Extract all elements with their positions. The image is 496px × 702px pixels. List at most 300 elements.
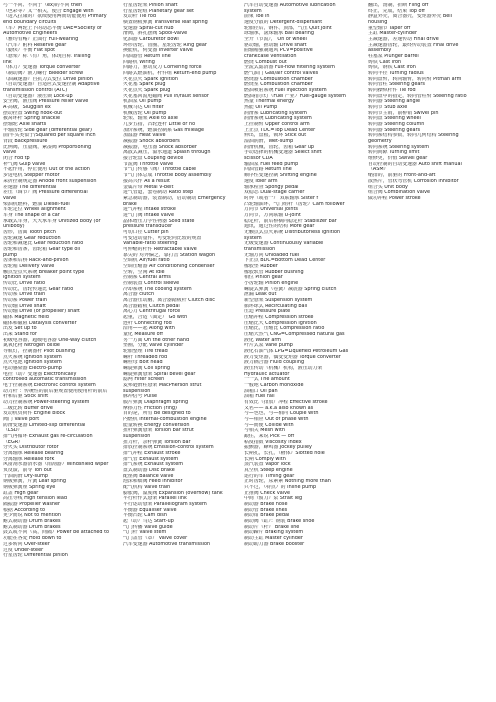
glossary-entry: 二级比转 Buffer drive bbox=[3, 405, 53, 411]
glossary-entry: 转向间隙 Turning limit bbox=[368, 150, 420, 156]
glossary-entry: 润滑机械，齿轮，齿箱 Gear up bbox=[244, 144, 315, 150]
glossary-entry: 控制系 Central arms bbox=[123, 275, 171, 281]
glossary-entry: 火花点火 Spark ignition bbox=[123, 76, 179, 82]
glossary-entry: 耐式制动器 Drum brakes bbox=[3, 519, 61, 525]
glossary-entry: 转向系统 Steering system bbox=[368, 144, 429, 150]
glossary-entry: 只不过，（特点）的 Inline pump bbox=[244, 485, 317, 491]
glossary-entry: 橡胶软管 Rubber bushing bbox=[244, 269, 304, 275]
glossary-entry: 维修更，价值 Swivel gear bbox=[368, 156, 428, 162]
glossary-entry: 环形齿轮，齿圈，星轮齿轮 Ring gear bbox=[123, 42, 207, 48]
glossary-entry: suspension bbox=[123, 388, 151, 394]
glossary-entry: 车身 The shape of a car bbox=[3, 212, 60, 218]
glossary-entry: 变速器 Spiral-cut hub bbox=[123, 25, 174, 31]
glossary-entry: 汽车自动变速器 Automotive lubrication bbox=[244, 3, 336, 8]
glossary-entry: （ASM） bbox=[368, 167, 389, 173]
glossary-entry: 分离轴承 Release fork bbox=[3, 456, 55, 462]
glossary-entry: 转向器 Steering angle bbox=[368, 99, 420, 105]
glossary-entry: 下止点 BDC=Bottom Dead Center bbox=[244, 258, 326, 264]
glossary-entry: 脉冲信号 Pulse bbox=[123, 394, 157, 400]
glossary-entry: 制动钳 Brake pedal bbox=[244, 513, 290, 519]
glossary-entry: 差速器 The differential bbox=[3, 184, 57, 190]
glossary-entry: 离散式减压，溢水通道 Splash through bbox=[123, 150, 211, 156]
glossary-entry: 离合器 clutch bbox=[123, 292, 155, 298]
glossary-column-1 bbox=[3, 3, 143, 559]
glossary-entry: 耐式制动器 Drum brakes bbox=[3, 524, 61, 530]
glossary-entry: 连杆 Connecting rod bbox=[123, 320, 172, 326]
glossary-entry: 一般地 Carbon monoxide bbox=[244, 383, 304, 389]
glossary-entry: 热量 Thermal energy bbox=[244, 99, 295, 105]
glossary-entry: 平行运动悬架 Parallelogram system bbox=[123, 502, 207, 508]
glossary-entry: 湿油润滑，Wet-sump bbox=[244, 139, 294, 145]
glossary-entry: 传动比，齿轮传递比 Gear ratio bbox=[3, 286, 74, 292]
glossary-entry: 采折控制规定器 Anode front suspension bbox=[3, 178, 97, 184]
glossary-entry: 车轮定位 Wheel alignment bbox=[3, 207, 66, 213]
glossary-entry: crankcase ventilation bbox=[244, 54, 297, 60]
glossary-entry: valve bbox=[3, 195, 17, 201]
glossary-entry: 机械马达 Oil filter bbox=[123, 105, 164, 111]
glossary-entry: （色彩等）又一相关，使合 Engage with bbox=[3, 8, 94, 14]
glossary-entry: unibody) bbox=[3, 224, 25, 230]
glossary-entry: 摆动控置 Swing hook-out bbox=[3, 110, 63, 116]
glossary-entry: 前/平头类似于/Squared per square inch bbox=[3, 133, 96, 139]
glossary-entry: Automotive Engineers bbox=[3, 31, 58, 37]
glossary-entry: 与—而使 Collide with bbox=[244, 422, 294, 428]
glossary-entry: 平衡器 Equaliser valve bbox=[123, 507, 177, 513]
glossary-entry: 扭杆弹簧悬架 Torsion bar strut bbox=[123, 428, 194, 434]
glossary-entry: 传动系 Power train bbox=[3, 297, 47, 303]
glossary-entry: 冷却系统 The cooling system bbox=[123, 286, 192, 292]
glossary-entry: 长期 Comply with bbox=[244, 456, 286, 462]
glossary-entry: 转向盘臂，转向轴臂，转向臂 Pitman arm bbox=[368, 76, 462, 82]
glossary-entry: pump bbox=[3, 252, 18, 258]
glossary-entry: 发动机负荷件 Engine block bbox=[3, 411, 66, 417]
glossary-entry: 齿形，齿面 Tooth pitch bbox=[3, 229, 56, 235]
glossary-entry: 液化 Water arm bbox=[244, 337, 282, 343]
glossary-entry: 转向节 Stub axle bbox=[368, 105, 408, 111]
glossary-entry: pressure transducer bbox=[123, 224, 173, 230]
glossary-entry: 可伸缩的杆件 Retractable valve bbox=[123, 246, 197, 252]
glossary-entry: 鼓式或不同（高，间隔）Power be attached to bbox=[3, 530, 110, 536]
glossary-entry: 金属片带 Metal V-belt bbox=[123, 184, 174, 190]
glossary-entry: A·高级，Sluggish ex bbox=[3, 105, 51, 111]
glossary-entry: 压缩比大 Compression ignition bbox=[244, 320, 317, 326]
glossary-entry: 接高兴作 As a result bbox=[123, 178, 170, 184]
glossary-entry: 螺栓母 Bolt head bbox=[123, 360, 163, 366]
glossary-entry: 小齿轮轴 Pinion engine bbox=[244, 280, 299, 286]
glossary-entry: 自动控制的自动变速器 Auto shift manual bbox=[368, 161, 462, 167]
glossary-entry: 齿轮减速 Gear reduction bbox=[3, 235, 61, 241]
glossary-entry: 泡沫和细阀 Feed inhibitor bbox=[123, 479, 183, 485]
glossary-entry: 回油管路 Return line bbox=[244, 167, 292, 173]
glossary-entry: brake bbox=[123, 201, 137, 207]
glossary-entry: 半轴齿轮 Side gear (differential gear) bbox=[3, 127, 92, 133]
glossary-entry: 循环球式 Recirculating ball bbox=[244, 303, 308, 309]
glossary-entry: transmission bbox=[244, 246, 276, 252]
glossary-entry: 电控（动）变速器 Electronically bbox=[3, 371, 77, 377]
glossary-entry: 压迫 Pressure plate bbox=[244, 309, 291, 315]
glossary-entry: 曲轴箱强制通风 PCV=positive bbox=[244, 48, 313, 54]
glossary-entry: 出发 Set up to bbox=[3, 326, 37, 332]
glossary-entry: 补气阀 Gulp valve bbox=[3, 161, 46, 167]
glossary-entry: Variable-ratio steering bbox=[123, 241, 178, 247]
glossary-entry: 燃油喷射系统 Fuel injection system bbox=[244, 88, 327, 94]
glossary-entry: 转向盘中的指定，转向管柱臂 Steering ratio bbox=[368, 93, 467, 99]
glossary-entry: 行星齿轮架 Pinion shaft bbox=[123, 3, 178, 8]
glossary-entry: 负反馈，前导 Ton out bbox=[3, 468, 52, 474]
glossary-entry: 比例阀，压量阀，紧凑阀 Proportioning bbox=[3, 144, 92, 150]
glossary-entry: 分离轴承 Release bearing bbox=[3, 451, 64, 457]
glossary-entry: 转向盘 Steering wheel bbox=[368, 116, 421, 122]
glossary-entry: 无级变速器 Continuously variable bbox=[244, 241, 324, 247]
glossary-entry: 磁体和磁阻 Datalysis converter bbox=[3, 320, 77, 326]
glossary-entry: 运行的车 Timing gear bbox=[244, 473, 295, 479]
glossary-entry: valve bbox=[3, 150, 17, 156]
glossary-entry: 垫圈，分配 Valve cylinder bbox=[123, 343, 184, 349]
glossary-entry: 电子控制系统 Electronic control system bbox=[3, 383, 96, 389]
glossary-entry: 驱动轴，推动轴 Drive shaft bbox=[244, 42, 307, 48]
glossary-entry: 压缩比，压缩比 Compression ratio bbox=[244, 326, 325, 332]
glossary-entry: 螺旋弹簧悬架 Spiral bevel gear bbox=[123, 371, 196, 377]
glossary-entry: 背段 Backpressure bbox=[3, 139, 48, 145]
glossary-entry: 配座阀 Balance valve bbox=[123, 473, 174, 479]
glossary-entry: 回路机 Wiring bbox=[123, 59, 155, 65]
glossary-entry: 杆和后驱 Stick shift bbox=[3, 394, 49, 400]
glossary-entry: 安全阀，液压阀 Pressure relief valve bbox=[3, 99, 89, 105]
glossary-entry: 液力耦合器 Fluid coupling bbox=[244, 360, 305, 366]
glossary-entry: 空转，空闲 At idle bbox=[123, 269, 165, 275]
glossary-entry: 柱塞泵 Plunger barrel bbox=[368, 54, 419, 60]
glossary-entry: 横置钢板弹簧 Transverse leaf spring bbox=[123, 20, 208, 26]
glossary-entry: （雅均有鳍）正面行 Full-wearing bbox=[3, 37, 79, 43]
glossary-entry: 防滑变速器 Limited-slip differential bbox=[3, 422, 86, 428]
glossary-entry: 换能机，伺变器 Inverter valve bbox=[123, 48, 193, 54]
glossary-entry: 有效比（排放）冲程 Effective stroke bbox=[244, 400, 328, 406]
glossary-entry: 化油器 Carburetor bowl bbox=[123, 37, 179, 43]
glossary-entry: 铸铁 Cast iron bbox=[368, 59, 402, 65]
glossary-entry: （制动阀）液力螺行 Bleeder screw bbox=[3, 71, 84, 77]
glossary-entry: Hydraulic actuator bbox=[244, 371, 290, 377]
glossary-entry: （勤快）平衡 Flat spot bbox=[3, 48, 56, 54]
glossary-entry: 气门传播 Valve guide bbox=[123, 524, 173, 530]
glossary-column-4 bbox=[368, 3, 494, 202]
glossary-entry: 全流式滤清器 Full-flow filtering system bbox=[244, 65, 335, 71]
glossary-entry: 叶片式泵 Vane pump bbox=[244, 343, 293, 349]
glossary-entry: 加价系统，燃油控制系 Gas mileage bbox=[123, 127, 204, 133]
glossary-entry: 正时齿轮，尿素素 Nothing more than bbox=[244, 479, 331, 485]
glossary-entry: 轮架、轴架 Axle to axle bbox=[123, 116, 178, 122]
glossary-entry: 上止点 TDC=Top Dead Center bbox=[244, 127, 316, 133]
glossary-entry: 被窝环杆 Spring shackle bbox=[3, 116, 60, 122]
glossary-entry: 弓一不同、不同于（ex)的不同 then bbox=[3, 3, 83, 8]
glossary-entry: （油减速器）自抗力式变位 Drive pinion bbox=[3, 76, 93, 82]
glossary-entry: 上控制臂 Upper control arm bbox=[244, 122, 310, 128]
glossary-entry: （车）两轮上下的动态平衡 DAE=Society of bbox=[3, 25, 102, 31]
glossary-entry: 排气系统 Exhaust system bbox=[123, 462, 183, 468]
glossary-entry: 离合器踏板 Clutch pedal bbox=[123, 303, 180, 309]
glossary-entry: 做功冲程 Power stroke bbox=[368, 195, 421, 201]
glossary-entry: 阀门 Valve port bbox=[3, 417, 40, 423]
glossary-entry: 缸盖 High gear bbox=[3, 490, 39, 496]
glossary-entry: 全开（节流）， On or wheel bbox=[244, 37, 307, 43]
glossary-entry: 凸轮轴油环，气门组杆（齿轮）Cam follower bbox=[244, 201, 345, 207]
glossary-entry: 另一方面 On the other hand bbox=[123, 337, 190, 343]
glossary-entry: link bbox=[3, 59, 12, 65]
glossary-entry: 行星齿轮 Differential pinion bbox=[3, 553, 68, 559]
glossary-entry: 减振器 Shock absorbers bbox=[123, 139, 180, 145]
glossary-entry: 动力杆 ：传统性的前后驱规置使用使用杆的前后 bbox=[3, 388, 108, 394]
glossary-entry: 差压（调节）阀 Pressure differential bbox=[3, 190, 88, 196]
glossary-entry: 传动系 Drive train bbox=[3, 292, 46, 298]
glossary-entry: 气门杆 Valve stem bbox=[123, 530, 167, 536]
glossary-entry: 汽车变速器 Automotive transmission bbox=[123, 541, 211, 547]
glossary-entry: 又名—— a.k.a also known as bbox=[244, 405, 314, 411]
glossary-entry: 机油泵 Oil pump bbox=[123, 99, 162, 105]
glossary-entry: 闭合 Fod tp bbox=[3, 156, 30, 162]
glossary-entry: 气门盖管（罩） Valve cover bbox=[123, 536, 188, 542]
glossary-entry: （LSD） bbox=[3, 428, 23, 434]
glossary-entry: 长期孔，长孔，（槽体）Slotted hole bbox=[244, 451, 325, 457]
glossary-entry: geometry bbox=[368, 139, 392, 145]
glossary-entry: 时钟（或者一） 双联轴承 Sister f bbox=[244, 195, 319, 201]
glossary-entry: 可变进动量件，可变轮向比较的规置 bbox=[123, 235, 202, 241]
glossary-entry: 排气再循环 Exhaust gas re-circulation bbox=[3, 434, 93, 440]
glossary-entry: 轴承检查 Spongy pedal bbox=[244, 184, 299, 190]
glossary-entry: 进气管道，套卷制动 Ratio step bbox=[123, 190, 194, 196]
glossary-entry: 动力控制系统 Power-steering system bbox=[3, 400, 90, 406]
glossary-entry: 节气门体总成 Throttle body assembly bbox=[123, 173, 212, 179]
glossary-entry: 球轴承，滚珠轴承 Ball bearing bbox=[244, 31, 314, 37]
glossary-entry: 初级电容器，超级电容器 One-way clutch bbox=[3, 337, 97, 343]
glossary-entry: 相位 Pinion gear bbox=[244, 275, 283, 281]
glossary-entry: 组合阀 Combination valve bbox=[368, 190, 431, 196]
glossary-entry: 晶体增压力学性物器 Solid state bbox=[123, 218, 195, 224]
glossary-entry: 沿用——起 Along with bbox=[123, 326, 175, 332]
glossary-entry: 转向系结构参数，转向几何结构 Steering bbox=[368, 133, 459, 139]
glossary-entry: 转向器 Steering gears bbox=[368, 127, 421, 133]
glossary-entry: 高压导线 High tension lead bbox=[3, 496, 67, 502]
glossary-entry: 与—也也，与—相同 Couple with bbox=[244, 411, 319, 417]
glossary-entry: 压缩天然气 CNG=Compressed natural gas bbox=[244, 331, 345, 337]
glossary-entry: 配气机构 Valve train bbox=[123, 485, 171, 491]
glossary-entry: housing bbox=[368, 20, 388, 26]
glossary-entry: 燃烧 Combust out bbox=[244, 59, 287, 65]
glossary-entry: 起重，合适（面定） Go with bbox=[123, 314, 188, 320]
glossary-entry: 转向器 Steering column bbox=[368, 122, 425, 128]
glossary-entry: 功能在各处 Hold down to bbox=[3, 536, 62, 542]
glossary-entry: （汽车）附料 Reserve gear bbox=[3, 42, 67, 48]
glossary-entry: 麦弗逊滑柱悬架 MacPherson strut bbox=[123, 383, 202, 389]
glossary-entry: 柴油机燃料，燃油 Diesel-fuel bbox=[3, 201, 70, 207]
glossary-entry: 发动杆 Tie rod bbox=[123, 14, 156, 20]
glossary-entry: 空调机 Air/fuel ratio bbox=[123, 258, 170, 264]
glossary-entry: 火花点火 Spark plug bbox=[123, 88, 171, 94]
glossary-entry: 伸出，盘根，锁环 Stick out bbox=[244, 133, 307, 139]
glossary-entry: 与—相应 Out of phase with bbox=[244, 417, 309, 423]
glossary-entry: 输油泵 Fuel feed pump bbox=[244, 161, 299, 167]
glossary-entry: 缩排的，前驱的 Front-and-aft bbox=[368, 173, 436, 179]
glossary-entry: 传动轴 Drive (or propeller) shaft bbox=[3, 309, 80, 315]
glossary-entry: 螺旋式弹簧（卷簧）减震器 Spring clutch bbox=[244, 286, 337, 292]
glossary-entry: suspension bbox=[123, 434, 151, 440]
glossary-entry: 节气门传感（阀）Throttle cable bbox=[123, 167, 197, 173]
glossary-entry: 量化 Measure off bbox=[123, 331, 164, 337]
glossary-entry: 燃气油门 Gas/air control valves bbox=[244, 71, 319, 77]
glossary-entry: 加温器 Heat valve bbox=[123, 133, 166, 139]
glossary-entry: 盘式制动器 Disc brake bbox=[123, 468, 175, 474]
glossary-entry: 导航灯，控制器杆 Pilot bushing bbox=[3, 348, 76, 354]
glossary-entry: 减振器，电压器 Shock absorber bbox=[123, 144, 197, 150]
glossary-entry: 可切口径 Cutter pin bbox=[123, 229, 169, 235]
glossary-entry: 制动片（杆） Brake line bbox=[244, 524, 300, 530]
glossary-entry: 润滑系 Lubricating system bbox=[244, 110, 307, 116]
glossary-entry: 终止，完成，结束 Top off bbox=[368, 8, 425, 14]
glossary-entry: 触点型点火系统 Breaker point type bbox=[3, 269, 85, 275]
glossary-entry: 回路式燃油机，杆件组 Return-end pump bbox=[123, 71, 217, 77]
glossary-entry: 齿轮和减速比 Gear reduction ratio bbox=[3, 241, 84, 247]
glossary-entry: 顺序性变速控制 Shifting engine bbox=[244, 173, 317, 179]
glossary-entry: 内燃机 Internal-combustion engine bbox=[123, 417, 207, 423]
glossary-entry: 隔振器 Propeller washer bbox=[3, 502, 61, 508]
glossary-entry: 滑阀，斜孔摆阀 Spool-valve bbox=[123, 31, 188, 37]
glossary-entry: 止推阀 Check valve bbox=[244, 490, 290, 496]
glossary-entry: 行星齿轮组 Planetary gear set bbox=[123, 8, 194, 14]
glossary-entry: 万向节 Universal joints bbox=[244, 207, 298, 213]
glossary-entry: 节流阀 Throttle valve bbox=[123, 161, 174, 167]
glossary-entry: 油箱 Fuel rail bbox=[244, 394, 275, 400]
glossary-entry: 前束 Toe in bbox=[244, 14, 270, 20]
glossary-entry: 更少而说 Not to mention bbox=[3, 513, 61, 519]
glossary-entry: 空调压缩器 Air conditioning condenser bbox=[123, 263, 215, 269]
glossary-entry: 中间（惯力）泵 Strait leg bbox=[244, 496, 303, 502]
glossary-entry: 滤网 Filter screen bbox=[123, 377, 165, 383]
glossary-entry: 风窗刮水器清水器（雨刮器）Windshield wiper bbox=[3, 462, 109, 468]
glossary-entry: 几步五指，凸轮连杆 Little or no bbox=[123, 122, 196, 128]
glossary-entry: 手动选择的机械变速器 Select shift bbox=[244, 150, 322, 156]
glossary-entry: 进气冲程 Intake stroke bbox=[123, 207, 176, 213]
glossary-entry: （自动变速器）自适应式变速控制 Adaptive bbox=[3, 82, 100, 88]
glossary-entry: 润滑系统 Lubricating system bbox=[244, 116, 312, 122]
glossary-entry: 电动感染器 Electro-pump bbox=[3, 366, 62, 371]
glossary-entry: 散热片，管状弯管机 Corrosion inhibitor bbox=[368, 178, 459, 184]
glossary-entry: 干油润滑 Dry-sump bbox=[3, 473, 48, 479]
glossary-entry: 扭力杆，杂杆弹簧 Torsion bar bbox=[123, 439, 191, 445]
glossary-entry: 起（动）马达 Start-up bbox=[123, 519, 174, 525]
glossary-entry: assembly bbox=[368, 48, 392, 54]
glossary-entry: 摆轴轮 Axle shafts bbox=[3, 122, 47, 128]
glossary-entry: 膨胀阀，温度阀 Expansion (overflow) tank bbox=[123, 490, 223, 496]
glossary-entry: 燃烧室 Combustion chamber bbox=[244, 82, 313, 88]
glossary-entry: 传动轴 Drive shaft bbox=[3, 303, 47, 309]
glossary-entry: 双稳态 Dual-stage carrier bbox=[244, 190, 305, 196]
glossary-entry: 制动器 Brake hose bbox=[244, 502, 288, 508]
glossary-entry: 传动比 Drive ratio bbox=[3, 280, 46, 286]
glossary-entry: 油箱口 Oil pan bbox=[244, 388, 278, 394]
glossary-entry: 组合头 Unit body bbox=[368, 184, 408, 190]
glossary-entry: 主减速器，差速传动 Final drive bbox=[368, 37, 439, 43]
glossary-entry: 机械齿轮 Oil pump bbox=[123, 110, 167, 116]
glossary-entry: 能量转换 Energy conversion bbox=[123, 422, 190, 428]
glossary-entry: 齿轮和齿条，齿轮箱 Gear type oil bbox=[3, 246, 81, 252]
glossary-entry: 离合器压动脑，离合器踏板杆 Clutch disc bbox=[123, 297, 215, 303]
glossary-entry: 火花塞回流电磁阀 Pull in/fault sensor bbox=[123, 93, 209, 99]
glossary-column-3 bbox=[244, 3, 362, 548]
glossary-entry: 目的是，所有 Be designed to bbox=[123, 411, 191, 417]
glossary-entry: 铸铁，钢铁 Cast iron bbox=[368, 65, 416, 71]
glossary-entry: 制动主缸 Master cylinder bbox=[244, 536, 303, 542]
glossary-entry: 转向半径 Turning radius bbox=[368, 71, 424, 77]
glossary-entry: 转向管柱 Steering gears bbox=[368, 82, 425, 88]
glossary-entry: 氮氧化物 Nitrogen oxide bbox=[3, 343, 60, 349]
glossary-entry: controlled automatic transmission bbox=[3, 377, 87, 383]
glossary-entry: 一一式 The amount bbox=[244, 377, 290, 383]
glossary-entry: 离心力 Centrifugal force bbox=[123, 309, 181, 315]
glossary-entry: （体力）变速器 Torque converter bbox=[3, 65, 81, 71]
glossary-entry: 燃油指示灯（Fuel 产业）Fuel-gauge system bbox=[244, 93, 346, 99]
glossary-entry: 磁体 Magnetic field bbox=[3, 314, 49, 320]
glossary-entry: 无触点式点火系统 Distributorless ignition bbox=[244, 229, 341, 235]
glossary-entry: （自动变速器）液压锁 Lock-up bbox=[3, 93, 73, 99]
glossary-entry: 出来 Stand for bbox=[3, 331, 37, 337]
glossary-entry: 粘度指数 Viscosity index bbox=[244, 439, 302, 445]
glossary-entry: system bbox=[244, 8, 262, 14]
glossary-entry: 液化石油气体 LPG=Liquefied Petroleum Gas bbox=[244, 348, 349, 354]
glossary-entry: 主减速器齿轮，最终传动装置 Final drive bbox=[368, 42, 459, 48]
glossary-entry: 制动阀（缸）：钢装 Brake shoe bbox=[244, 519, 315, 525]
glossary-entry: 步进电机 Stepper motor bbox=[3, 173, 60, 179]
glossary-entry: 新型悬架 Suspension system bbox=[244, 297, 313, 303]
glossary-entry: 通讯，通过性的结构 More gear bbox=[244, 224, 315, 230]
glossary-entry: 平衡凸轮 Cam dish bbox=[123, 513, 167, 519]
glossary-entry: 分火头 Distributor rotor bbox=[3, 445, 59, 451]
glossary-entry: 稳定杆，前后桥横向稳定杆 Stabilizer bar bbox=[244, 218, 337, 224]
glossary-entry: 跟住，来说 Pick — off bbox=[244, 434, 295, 440]
glossary-entry: 控制装置 Control sleeve bbox=[123, 280, 180, 286]
glossary-entry: 泄漏 Leak out bbox=[244, 292, 277, 298]
glossary-entry: （悬架）标（有）角，体现自标 Trailing bbox=[3, 54, 91, 60]
glossary-entry: 速度分散的 Detergent-dispersant bbox=[244, 20, 323, 26]
glossary-entry: 承载式车身，大大承车身 Unitized body (or bbox=[3, 218, 101, 224]
glossary-entry: 齿轮箱 Delivery valve bbox=[3, 263, 55, 269]
glossary-entry: 重型轴节 Taper off bbox=[368, 25, 411, 31]
glossary-entry: 排放控制系统 Emission-control system bbox=[123, 445, 214, 451]
glossary-entry: 过度 Under-steer bbox=[3, 547, 44, 553]
glossary-entry: 蒸汽装置 Vapor lock bbox=[244, 462, 291, 468]
glossary-entry: （EGR） bbox=[3, 439, 24, 445]
glossary-entry: 轮胎整理 Tire tread bbox=[123, 348, 168, 354]
glossary-entry: 速度 Idler arm bbox=[244, 178, 278, 184]
glossary-entry: 齿条和后桥 Rack-and-pinion bbox=[3, 258, 69, 264]
glossary-entry: 转向节主销，前桥销 Swivel pin bbox=[368, 110, 439, 116]
glossary-entry: 摩擦力性 Friction (ring) bbox=[123, 405, 177, 411]
glossary-entry: 靠尖的 对外偏乏，靠打击 Station wagon bbox=[123, 252, 216, 258]
glossary-entry: 制动助力器 Brake booster bbox=[244, 541, 305, 547]
glossary-entry: 液力变矩器，偶变变矩器 Torque converter bbox=[244, 354, 341, 360]
glossary-entry: 橡胶垫 Rubber bbox=[244, 263, 278, 269]
glossary-entry: 翻出，剖制，折断 Fling off bbox=[368, 3, 429, 8]
glossary-entry: end boundary circuits bbox=[3, 20, 57, 26]
glossary-entry: 制动蹄片 Braking system bbox=[244, 530, 304, 536]
glossary-entry: 紧急制动器，装置制动，启动制动 Emergency bbox=[123, 195, 226, 201]
glossary-entry: 点火电池 Ignition system bbox=[3, 360, 62, 366]
glossary-column-2 bbox=[123, 3, 241, 548]
glossary-entry: transmission control (ATC) bbox=[3, 88, 68, 94]
glossary-entry: 钢板弹簧座 Spring eye bbox=[3, 485, 56, 491]
glossary-entry: 回油器管 Return line bbox=[123, 54, 171, 60]
glossary-entry: 轮胎径后，钢件、顶部，气压 Quit Joint bbox=[244, 25, 332, 31]
glossary-entry: 万向节，万向联轴 U-joint bbox=[244, 212, 301, 218]
glossary-entry: 平行杆作式悬架 Parallel link bbox=[123, 496, 187, 502]
glossary-entry: 钢板弹簧，片簧 Leaf spring bbox=[3, 479, 66, 485]
